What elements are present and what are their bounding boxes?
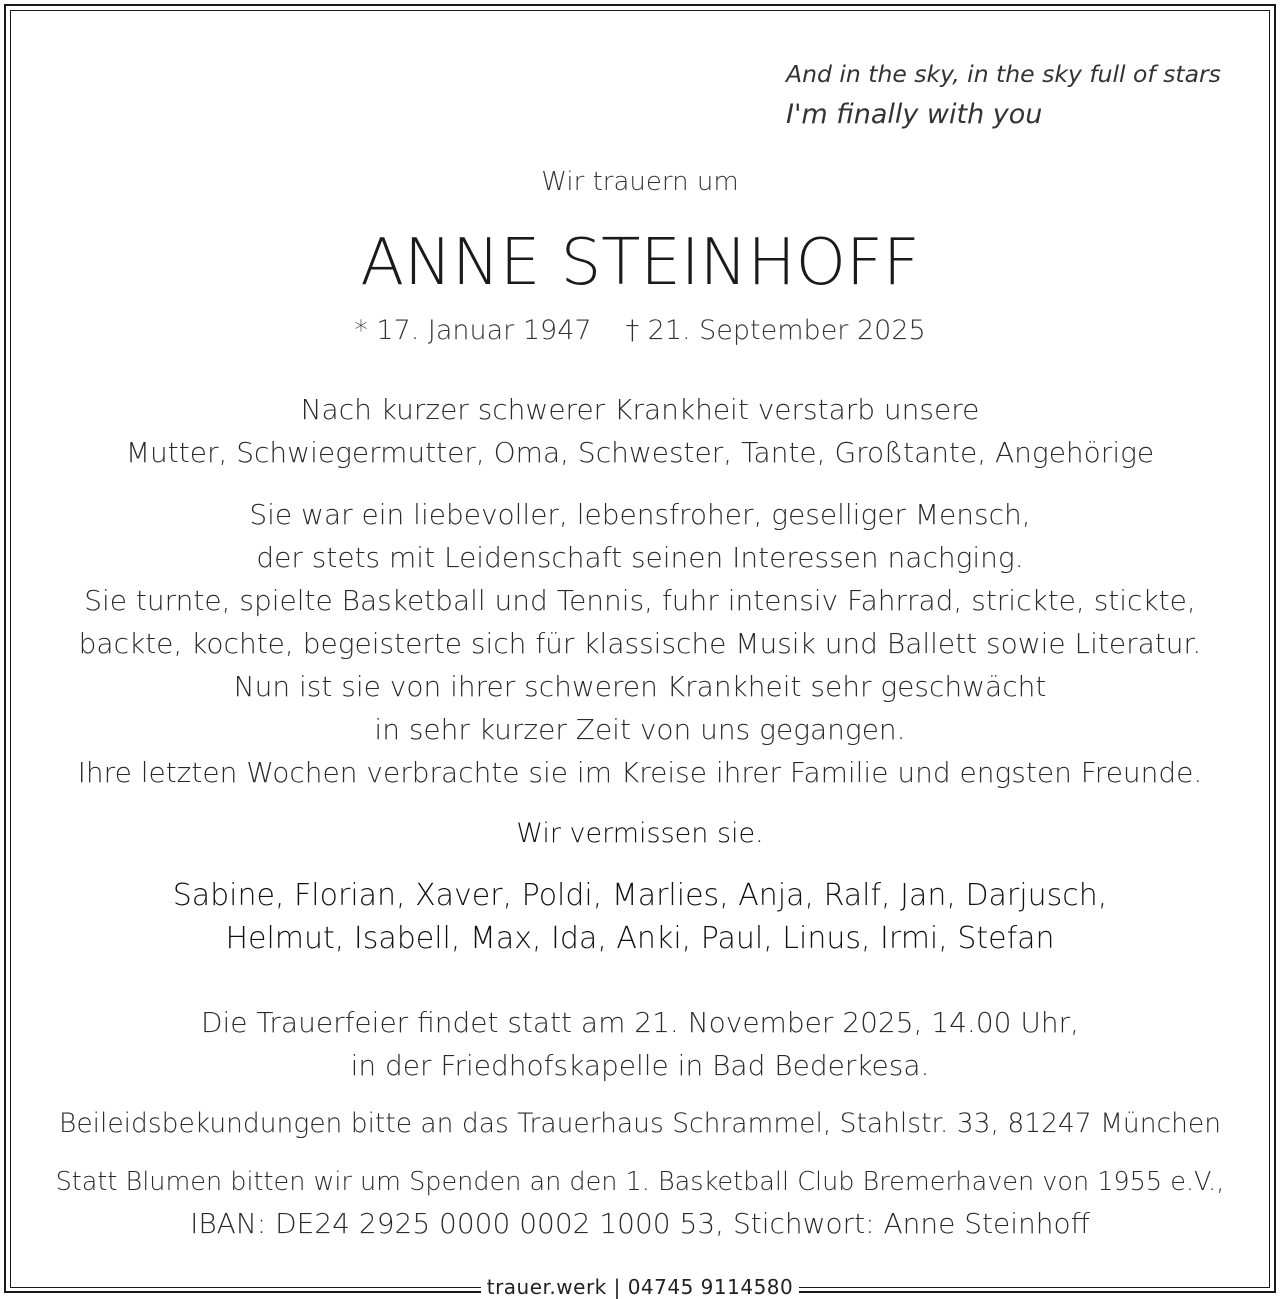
paragraph-2-line: in sehr kurzer Zeit von uns gegangen. [374, 713, 906, 746]
paragraph-2-line: Sie turnte, spielte Basketball und Tennis, fuhr intensiv Fahrrad, strickte, stickte, [84, 584, 1196, 617]
publisher-footer [0, 1275, 1280, 1299]
ceremony-line-2: in der Friedhofskapelle in Bad Bederkesa. [350, 1049, 930, 1082]
quote-line-2: I'm finally with you [786, 99, 1043, 130]
family-names-line-1: Sabine, Florian, Xaver, Poldi, Marlies, Anja, Ralf, Jan, Darjusch, [172, 878, 1108, 913]
paragraph-2-line: Nun ist sie von ihrer schweren Krankheit sehr geschwächt [233, 670, 1047, 703]
paragraph-2-line: Sie war ein liebevoller, lebensfroher, geselliger Mensch, [249, 498, 1031, 531]
condolences-line: Beileidsbekundungen bitte an das Trauerhaus Schrammel, Stahlstr. 33, 81247 München [58, 1108, 1221, 1139]
paragraph-2-line: Ihre letzten Wochen verbrachte sie im Kreise ihrer Familie und engsten Freunde. [77, 756, 1203, 789]
we-miss-her: Wir vermissen sie. [516, 818, 764, 849]
paragraph-2-line: backte, kochte, begeisterte sich für klassische Musik und Ballett sowie Literatur. [78, 627, 1202, 660]
deceased-name: ANNE STEINHOFF [360, 226, 920, 300]
donation-line-1: Statt Blumen bitten wir um Spenden an den 1. Basketball Club Bremerhaven von 1955 e.V., [55, 1167, 1225, 1197]
paragraph-2-line: der stets mit Leidenschaft seinen Interessen nachging. [256, 541, 1024, 574]
publisher-contact: trauer.werk | 04745 9114580 [481, 1275, 800, 1299]
life-dates [0, 315, 1280, 346]
birth-date: * 17. Januar 1947 [354, 315, 592, 346]
paragraph-1-line: Nach kurzer schwerer Krankheit verstarb unsere [300, 393, 980, 426]
intro-text: Wir trauern um [541, 167, 739, 197]
death-date: † 21. September 2025 [625, 315, 926, 346]
family-names-line-2: Helmut, Isabell, Max, Ida, Anki, Paul, Linus, Irmi, Stefan [225, 921, 1055, 956]
ceremony-line-1: Die Trauerfeier findet statt am 21. November 2025, 14.00 Uhr, [200, 1006, 1080, 1039]
quote-line-1: And in the sky, in the sky full of stars [786, 60, 1221, 88]
paragraph-1-line: Mutter, Schwiegermutter, Oma, Schwester, Tante, Großtante, Angehörige [125, 436, 1155, 469]
donation-line-2: IBAN: DE24 2925 0000 0002 1000 53, Stichwort: Anne Steinhoff [190, 1207, 1090, 1240]
